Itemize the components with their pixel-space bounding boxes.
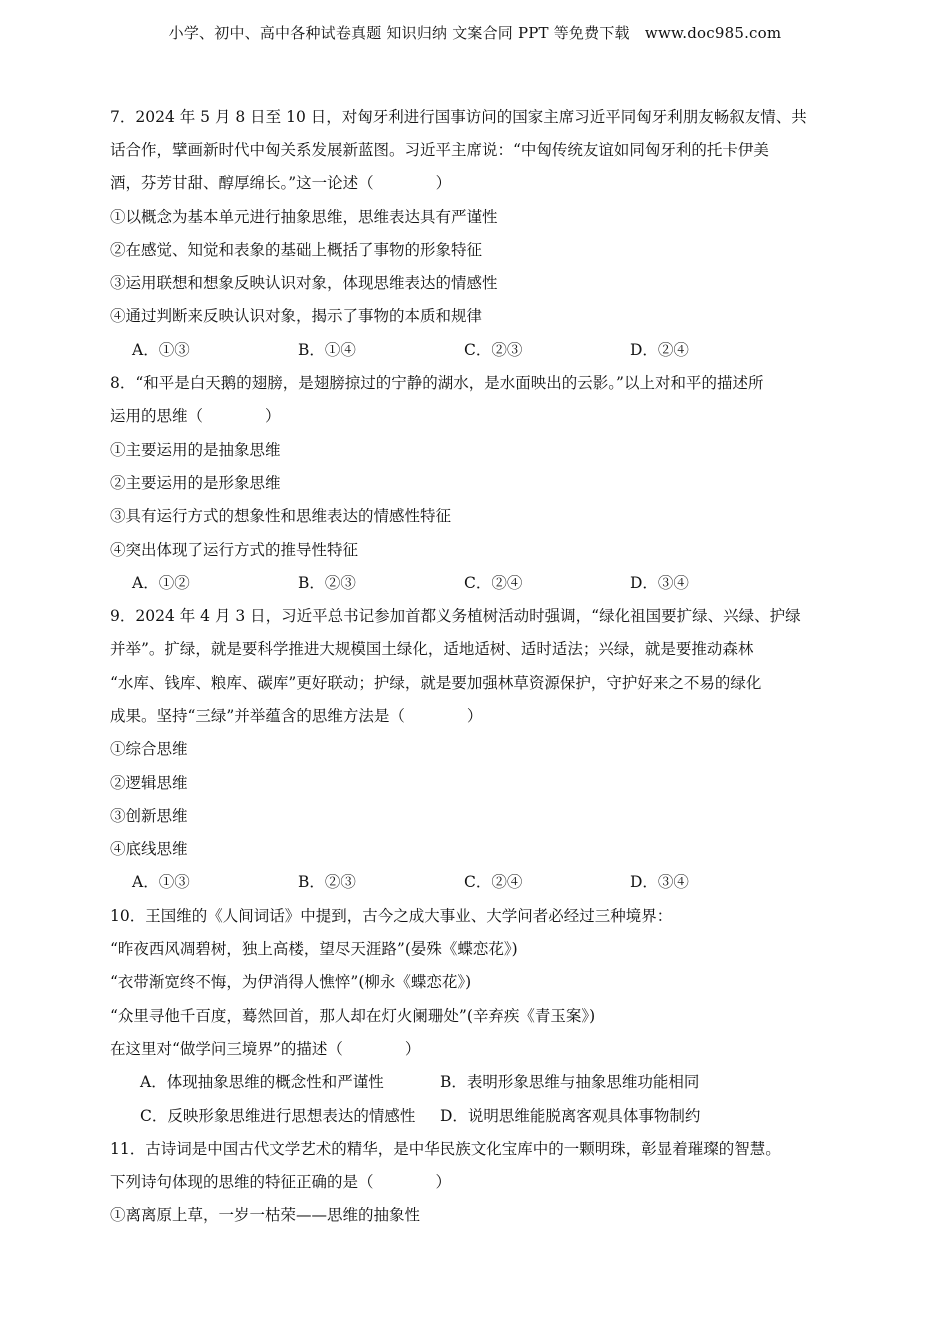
answer-options [110,1099,845,1132]
answer-option: D．③④ [630,873,689,892]
text-line [110,932,845,965]
answer-option: C．②④ [464,573,523,592]
answer-option: C．②④ [464,873,523,892]
line-text: ③运用联想和想象反映认识对象，体现思维表达的情感性 [110,274,498,293]
answer-option: A．体现抽象思维的概念性和严谨性 [140,1073,384,1092]
answer-option: D．说明思维能脱离客观具体事物制约 [440,1106,701,1125]
text-line [110,266,845,299]
text-line [110,366,845,399]
line-text: 下列诗句体现的思维的特征正确的是（ ） [110,1173,452,1192]
answer-options [110,333,845,366]
line-text: ④突出体现了运行方式的推导性特征 [110,540,359,559]
text-line [110,733,845,766]
line-text: ④通过判断来反映认识对象，揭示了事物的本质和规律 [110,307,483,326]
text-line [110,233,845,266]
answer-option: B．①④ [298,340,356,359]
answer-option: C．②③ [464,340,523,359]
line-text: 酒，芬芳甘甜、醇厚绵长。”这一论述（ ） [110,174,452,193]
answer-option: A．①② [132,573,190,592]
answer-option: A．①③ [132,873,190,892]
answer-options [110,1066,845,1099]
line-text: “水库、钱库、粮库、碳库”更好联动；护绿，就是要加强林草资源保护，守护好来之不易的绿化 [110,673,762,692]
text-line [110,200,845,233]
text-line [110,1132,845,1165]
document-body [110,100,845,1232]
line-text: ①离离原上草，一岁一枯荣——思维的抽象性 [110,1206,421,1225]
text-line [110,666,845,699]
line-text: ③创新思维 [110,806,188,825]
line-text: 9．2024 年 4 月 3 日，习近平总书记参加首都义务植树活动时强调，“绿化祖国要扩绿、兴绿、护绿 [110,607,801,626]
line-text: ④底线思维 [110,840,188,859]
line-text: 并举”。扩绿，就是要科学推进大规模国土绿化，适地适树、适时适法；兴绿，就是要推动森林 [110,640,754,659]
line-text: 运用的思维（ ） [110,407,281,426]
text-line [110,466,845,499]
line-text: ②逻辑思维 [110,773,188,792]
text-line [110,1032,845,1065]
line-text: ①以概念为基本单元进行抽象思维，思维表达具有严谨性 [110,207,498,226]
answer-option: D．②④ [630,340,689,359]
line-text: 10．王国维的《人间词话》中提到，古今之成大事业、大学问者必经过三种境界： [110,906,673,925]
line-text: 成果。坚持“三绿”并举蕴含的思维方法是（ ） [110,706,483,725]
text-line [110,300,845,333]
line-text: 11．古诗词是中国古代文学艺术的精华，是中华民族文化宝库中的一颗明珠，彰显着璀璨的智慧。 [110,1139,781,1158]
text-line [110,999,845,1032]
text-line [110,1199,845,1232]
text-line [110,833,845,866]
line-text: “众里寻他千百度，蓦然回首，那人却在灯火阑珊处”(辛弃疾《青玉案》) [110,1006,596,1025]
text-line [110,433,845,466]
answer-option: C．反映形象思维进行思想表达的情感性 [140,1106,416,1125]
answer-option: B．②③ [298,573,356,592]
answer-options [110,866,845,899]
answer-option: B．表明形象思维与抽象思维功能相同 [440,1073,700,1092]
text-line [110,766,845,799]
text-line [110,100,845,133]
page-header: 小学、初中、高中各种试卷真题 知识归纳 文案合同 PPT 等免费下载 www.doc985.com [168,24,782,42]
line-text: 7．2024 年 5 月 8 日至 10 日，对匈牙利进行国事访问的国家主席习近平同匈牙利朋友畅叙友情、共 [110,107,807,126]
text-line [110,167,845,200]
text-line [110,599,845,632]
text-line [110,400,845,433]
line-text: “昨夜西风凋碧树，独上高楼，望尽天涯路”(晏殊《蝶恋花》) [110,940,518,959]
text-line [110,899,845,932]
text-line [110,1166,845,1199]
line-text: 话合作，擘画新时代中匈关系发展新蓝图。习近平主席说：“中匈传统友谊如同匈牙利的托卡伊美 [110,140,769,159]
text-line [110,966,845,999]
text-line [110,799,845,832]
text-line [110,533,845,566]
text-line [110,633,845,666]
line-text: ②主要运用的是形象思维 [110,473,281,492]
line-text: ①综合思维 [110,740,188,759]
line-text: “衣带渐宽终不悔，为伊消得人憔悴”(柳永《蝶恋花》) [110,973,472,992]
line-text: 8．“和平是白天鹅的翅膀，是翅膀掠过的宁静的湖水，是水面映出的云影。”以上对和平的描述所 [110,374,764,393]
line-text: ③具有运行方式的想象性和思维表达的情感性特征 [110,507,452,526]
answer-options [110,566,845,599]
answer-option: B．②③ [298,873,356,892]
text-line [110,699,845,732]
line-text: ②在感觉、知觉和表象的基础上概括了事物的形象特征 [110,240,483,259]
answer-option: D．③④ [630,573,689,592]
answer-option: A．①③ [132,340,190,359]
text-line [110,133,845,166]
line-text: 在这里对“做学问三境界”的描述（ ） [110,1039,421,1058]
text-line [110,500,845,533]
line-text: ①主要运用的是抽象思维 [110,440,281,459]
